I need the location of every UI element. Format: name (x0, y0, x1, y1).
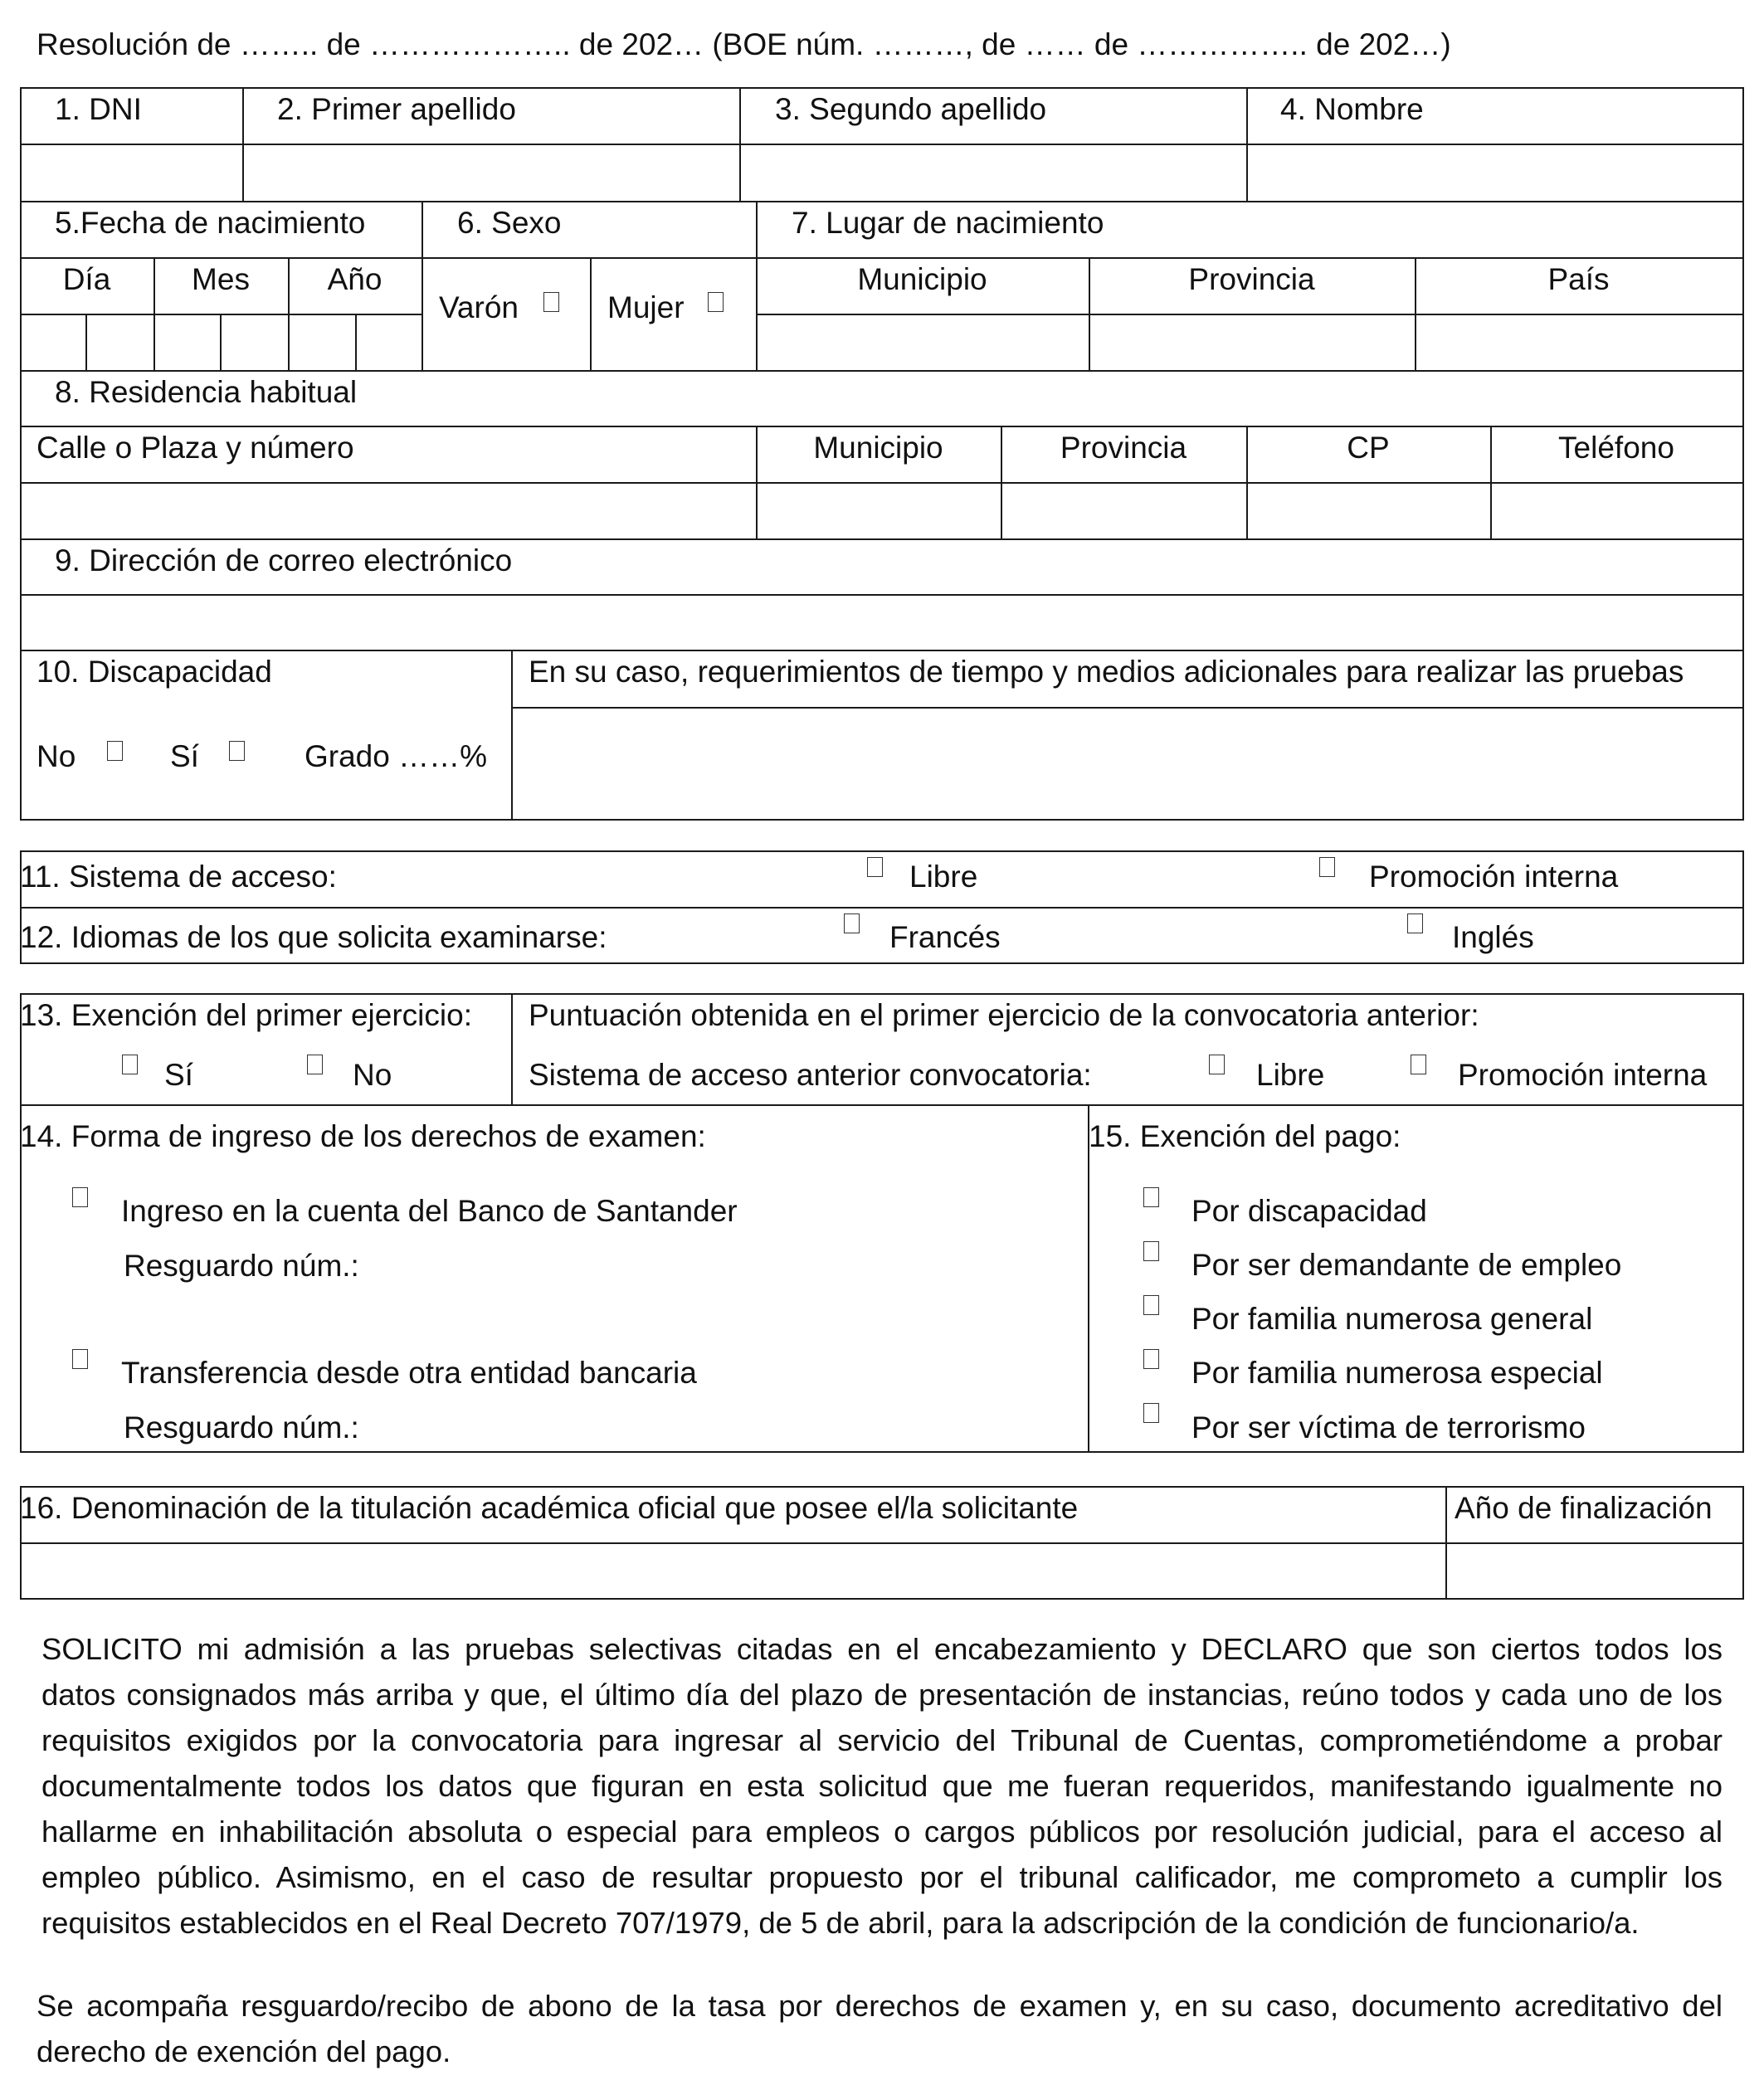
fee-large-family-general-label: Por familia numerosa general (1191, 1302, 1593, 1336)
dni-label: 1. DNI (55, 92, 142, 126)
english-label: Inglés (1452, 920, 1534, 954)
attachment-line: derecho de exención del pago. (37, 2034, 451, 2068)
first-exercise-exemption-label: 13. Exención del primer ejercicio: (20, 998, 472, 1032)
disability-label: 10. Discapacidad (37, 655, 272, 689)
exemption-yes-label: Sí (164, 1058, 193, 1092)
french-label: Francés (889, 920, 1001, 954)
birth-municipality-label: Municipio (857, 262, 987, 296)
fee-jobseeker-label: Por ser demandante de empleo (1191, 1248, 1622, 1282)
declaration-line: datos consignados más arriba y que, el último día del plazo de presentación de instancias, reúno todos y cada uno de los (41, 1678, 1723, 1712)
declaration-line: empleo público. Asimismo, en el caso de resultar propuesto por el tribunal calificador, me comprometo a cumplir los (41, 1860, 1723, 1894)
male-label: Varón (439, 290, 519, 324)
disability-no-checkbox[interactable] (107, 741, 123, 761)
previous-access-label: Sistema de acceso anterior convocatoria: (529, 1058, 1092, 1092)
birthplace-label: 7. Lugar de nacimiento (792, 206, 1104, 240)
birth-country-label: País (1547, 262, 1610, 296)
previous-score-label: Puntuación obtenida en el primer ejercicio de la convocatoria anterior: (529, 998, 1479, 1032)
attachment-line: Se acompaña resguardo/recibo de abono de la tasa por derechos de examen y, en su caso, documento acreditativo del (37, 1989, 1723, 2023)
disability-no-label: No (37, 739, 76, 773)
access-internal-label: Promoción interna (1369, 860, 1619, 894)
access-free-label: Libre (909, 860, 978, 894)
birth-province-label: Provincia (1188, 262, 1315, 296)
fee-terrorism-checkbox[interactable] (1143, 1403, 1159, 1423)
first-surname-label: 2. Primer apellido (277, 92, 516, 126)
previous-internal-checkbox[interactable] (1411, 1055, 1426, 1074)
disability-yes-checkbox[interactable] (229, 741, 245, 761)
disability-degree-label: Grado ……% (305, 739, 488, 773)
fee-exemption-label: 15. Exención del pago: (1089, 1119, 1401, 1153)
exemption-no-checkbox[interactable] (307, 1055, 323, 1074)
declaration-line: SOLICITO mi admisión a las pruebas selectivas citadas en el encabezamiento y DECLARO que son ciertos todos los (41, 1632, 1723, 1666)
male-checkbox[interactable] (543, 292, 559, 312)
santander-label: Ingreso en la cuenta del Banco de Santander (121, 1194, 738, 1228)
declaration-line: documentalmente todos los datos que figuran en esta solicitud que me fueran requeridos, manifestando igualmente no (41, 1769, 1723, 1803)
fee-large-family-general-checkbox[interactable] (1143, 1295, 1159, 1315)
english-checkbox[interactable] (1407, 913, 1423, 933)
previous-internal-label: Promoción interna (1458, 1058, 1708, 1092)
birth-date-label: 5.Fecha de nacimiento (55, 206, 366, 240)
month-label: Mes (192, 262, 250, 296)
declaration-line: requisitos exigidos por la convocatoria para ingresar al servicio del Tribunal de Cuentas, comprometiéndome a probar (41, 1723, 1723, 1757)
name-label: 4. Nombre (1280, 92, 1424, 126)
phone-label: Teléfono (1558, 431, 1674, 465)
access-free-checkbox[interactable] (867, 857, 883, 877)
transfer-checkbox[interactable] (72, 1349, 88, 1369)
residence-province-label: Provincia (1060, 431, 1187, 465)
day-label: Día (62, 262, 111, 296)
access-internal-checkbox[interactable] (1319, 857, 1335, 877)
exemption-yes-checkbox[interactable] (122, 1055, 138, 1074)
female-label: Mujer (607, 290, 685, 324)
fee-disability-checkbox[interactable] (1143, 1187, 1159, 1207)
french-checkbox[interactable] (844, 913, 860, 933)
fee-large-family-special-label: Por familia numerosa especial (1191, 1356, 1603, 1390)
disability-yes-label: Sí (170, 739, 199, 773)
completion-year-label: Año de finalización (1455, 1491, 1713, 1525)
access-system-label: 11. Sistema de acceso: (20, 860, 337, 894)
exemption-no-label: No (353, 1058, 392, 1092)
payment-method-label: 14. Forma de ingreso de los derechos de examen: (20, 1119, 706, 1153)
santander-checkbox[interactable] (72, 1187, 88, 1207)
postcode-label: CP (1347, 431, 1390, 465)
email-label: 9. Dirección de correo electrónico (55, 543, 513, 577)
resolution-line: Resolución de …….. de ……………….. de 202… (BOE núm. ………, de …… de …………….. de 202…) (37, 27, 1451, 61)
languages-label: 12. Idiomas de los que solicita examinarse: (20, 920, 607, 954)
receipt-2-label: Resguardo núm.: (124, 1410, 359, 1444)
declaration-line: requisitos establecidos en el Real Decreto 707/1979, de 5 de abril, para la adscripción de la condición de funcionario/a. (41, 1906, 1640, 1940)
transfer-label: Transferencia desde otra entidad bancaria (121, 1356, 697, 1390)
residence-municipality-label: Municipio (813, 431, 943, 465)
declaration-line: hallarme en inhabilitación absoluta o especial para empleos o cargos públicos por resolución judicial, para el acceso al (41, 1815, 1723, 1849)
fee-disability-label: Por discapacidad (1191, 1194, 1427, 1228)
year-label: Año (327, 262, 383, 296)
residence-label: 8. Residencia habitual (55, 375, 358, 409)
fee-large-family-special-checkbox[interactable] (1143, 1349, 1159, 1369)
sex-label: 6. Sexo (457, 206, 562, 240)
fee-terrorism-label: Por ser víctima de terrorismo (1191, 1410, 1586, 1444)
previous-free-checkbox[interactable] (1209, 1055, 1225, 1074)
receipt-1-label: Resguardo núm.: (124, 1249, 359, 1283)
street-label: Calle o Plaza y número (37, 431, 354, 465)
degree-label: 16. Denominación de la titulación académica oficial que posee el/la solicitante (20, 1491, 1079, 1525)
second-surname-label: 3. Segundo apellido (775, 92, 1047, 126)
female-checkbox[interactable] (708, 292, 724, 312)
requirements-label: En su caso, requerimientos de tiempo y medios adicionales para realizar las pruebas (529, 655, 1684, 689)
fee-jobseeker-checkbox[interactable] (1143, 1241, 1159, 1261)
previous-free-label: Libre (1256, 1058, 1325, 1092)
